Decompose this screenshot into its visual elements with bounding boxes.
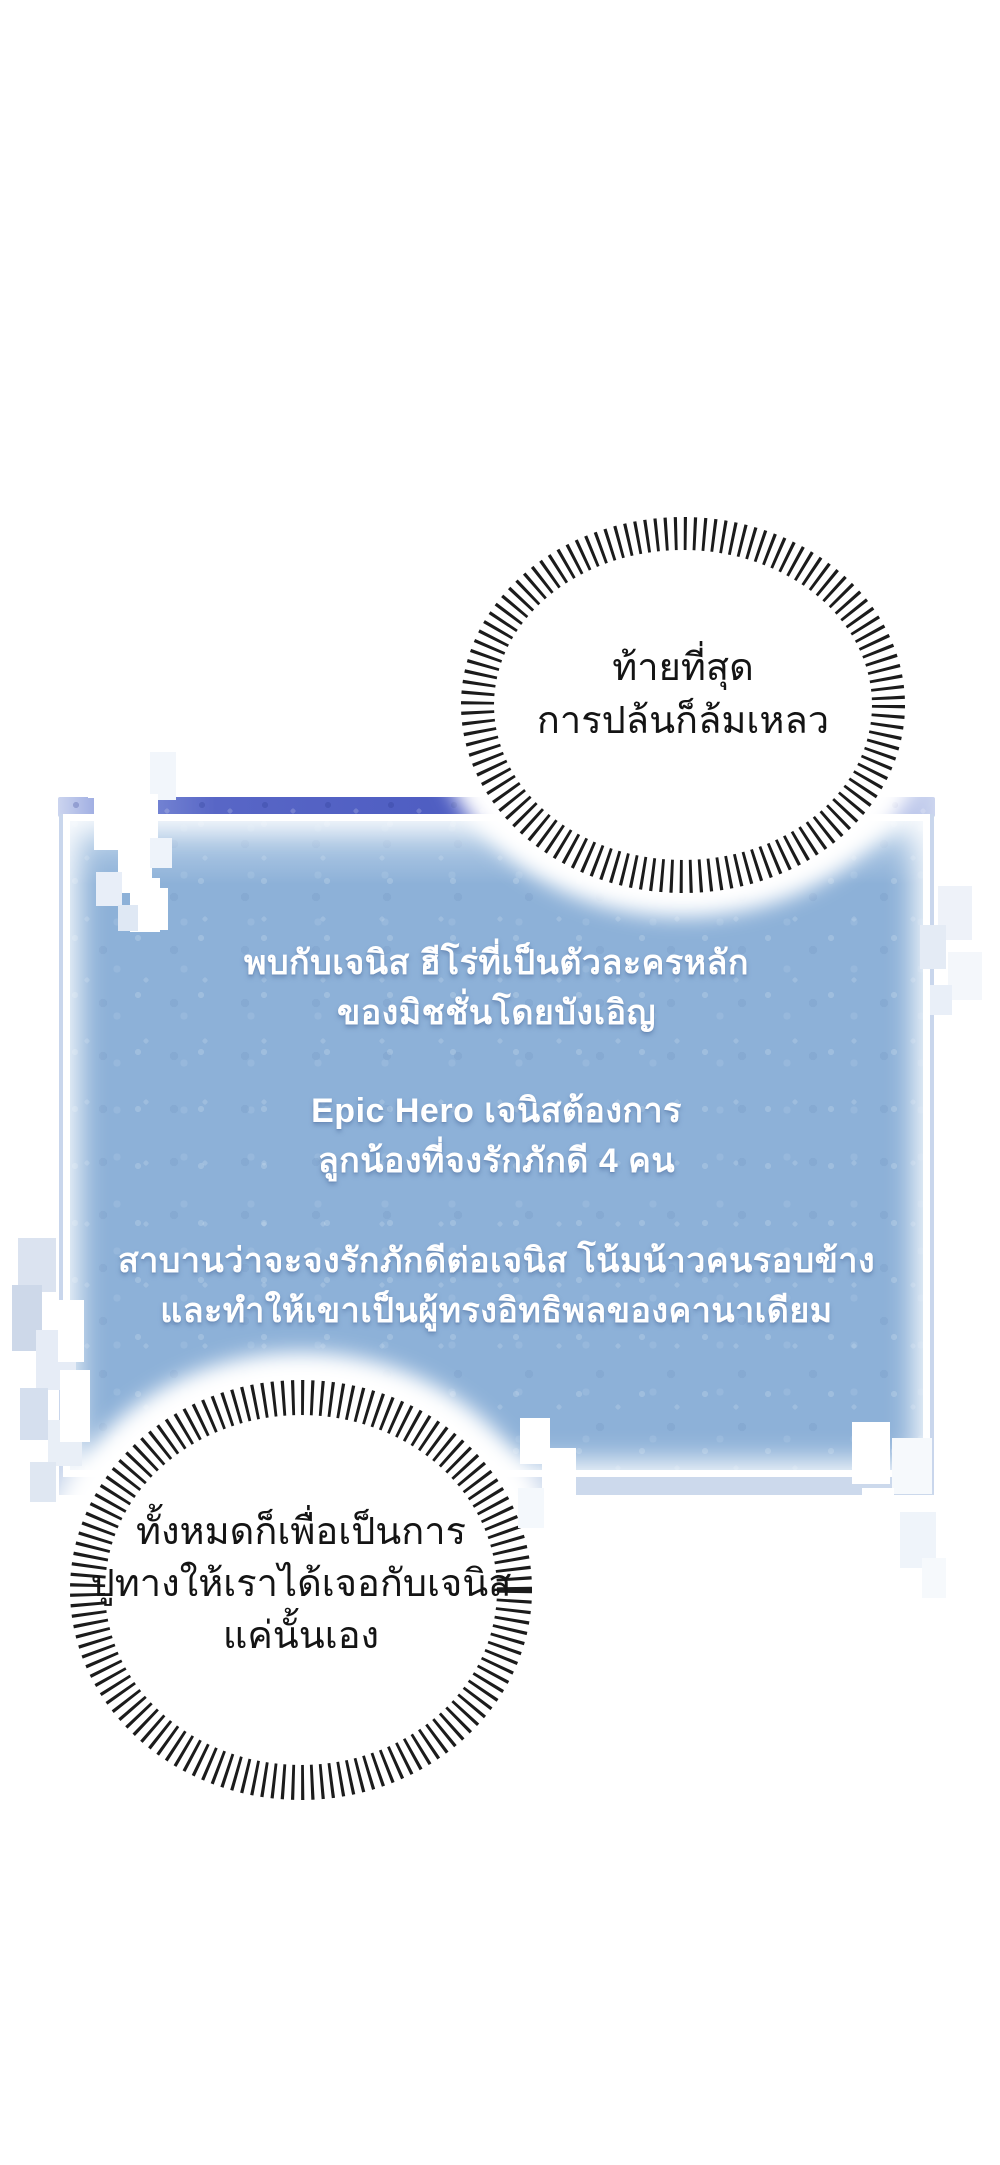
panel-line: ของมิชชั่นโดยบังเอิญ: [336, 994, 657, 1032]
bubble-line: การปล้นก็ล้มเหลว: [536, 700, 830, 742]
bubble-top-text: [483, 642, 883, 748]
bubble-line: แค่นั้นเอง: [222, 1615, 380, 1657]
bubble-line: ทั้งหมดก็เพื่อเป็นการ: [135, 1511, 467, 1553]
bubble-bottom-text: [86, 1506, 516, 1662]
bubble-line: ท้ายที่สุด: [612, 647, 754, 689]
panel-paragraph-1: [56, 938, 937, 1038]
panel-line: พบกับเจนิส ฮีโร่ที่เป็นตัวละครหลัก: [244, 944, 749, 982]
panel-line: และทำให้เขาเป็นผู้ทรงอิทธิพลของคานาเดียม: [160, 1292, 833, 1330]
panel-paragraph-3: [56, 1236, 937, 1336]
panel-paragraph-2: [56, 1086, 937, 1186]
panel-line: ลูกน้องที่จงรักภักดี 4 คน: [317, 1142, 676, 1180]
bubble-line: ปูทางให้เราได้เจอกับเจนิส: [90, 1563, 512, 1605]
panel-line: Epic Hero เจนิสต้องการ: [311, 1092, 682, 1130]
panel-line: สาบานว่าจะจงรักภักดีต่อเจนิส โน้มน้าวคนรอบข้าง: [117, 1242, 876, 1280]
